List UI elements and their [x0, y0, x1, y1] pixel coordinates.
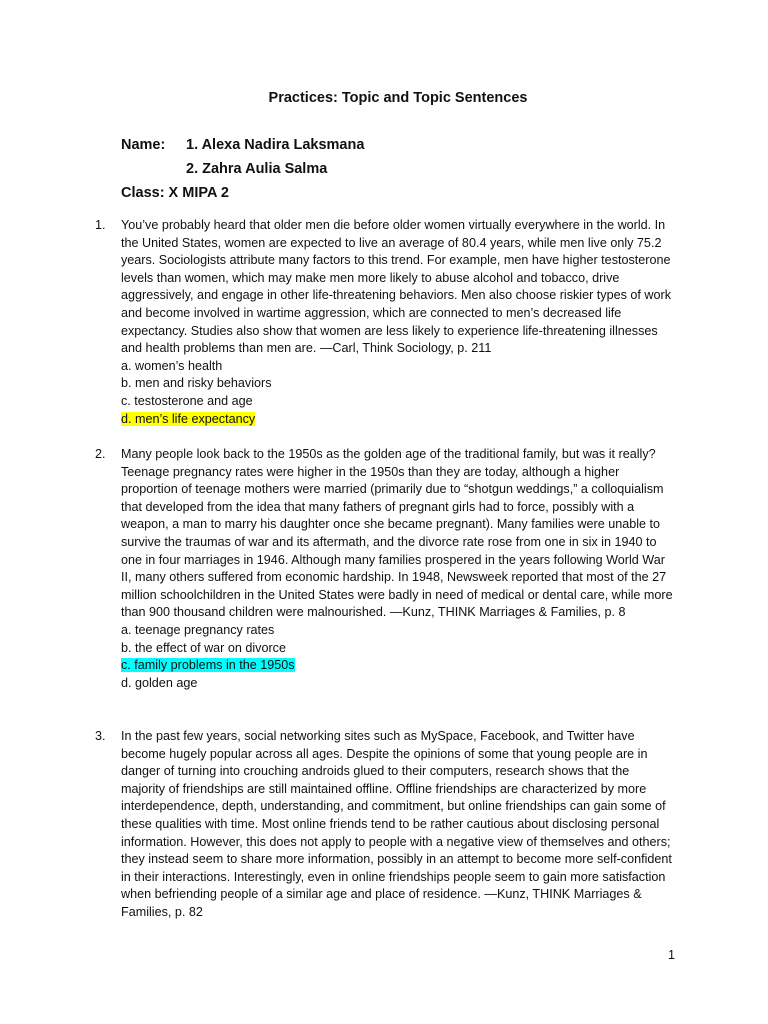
highlighted-answer: d. men’s life expectancy	[121, 411, 256, 426]
option-b: b. the effect of war on divorce	[121, 640, 286, 655]
student-name-2: 2. Zahra Aulia Salma	[186, 161, 328, 177]
question-1	[95, 217, 675, 428]
answer-options	[121, 358, 675, 428]
name-row-2	[121, 157, 364, 181]
answer-options	[121, 622, 675, 692]
question-passage: You’ve probably heard that older men die before older women virtually everywhere in the world. In the United States, women are expected to live an average of 80.4 years, while men live only 75.2 years. Sociologists attribute many factors to this trend. For example, men have higher testosterone levels than women, which may make men more likely to abuse alcohol and tobacco, drive aggressively, and engage in other life-threatening behaviors. Men also choose riskier types of work and become involved in wartime aggression, which are connected to men’s decreased life expectancy. Studies also show that women are less likely to experience life-threatening illnesses and health problems than men are. —Carl, Think Sociology, p. 211	[121, 218, 671, 356]
option-a: a. teenage pregnancy rates	[121, 622, 275, 637]
student-header	[121, 133, 364, 205]
question-3	[95, 728, 675, 922]
question-passage: In the past few years, social networking sites such as MySpace, Facebook, and Twitter have become hugely popular across all ages. Despite the opinions of some that young people are in danger of turning into crouching androids glued to their computers, research shows that the majority of friendships are still maintained offline. Offline friendships are characterized by more interdependence, depth, understanding, and commitment, but online friendships can gain some of these qualities with time. Most online friends tend to be rather cautious about disclosing personal information. However, this does not apply to people with a negative view of themselves and others; they instead seem to share more information, possibly in an attempt to become more self-confident in their interactions. Interestingly, even in online friendships people seem to gain more satisfaction when befriending people of a similar age and place of residence. —Kunz, THINK Marriages & Families, p. 82	[121, 729, 672, 919]
name-row-1	[121, 133, 364, 157]
question-2	[95, 446, 675, 692]
option-c	[121, 657, 675, 675]
class-row	[121, 181, 364, 205]
option-c: c. testosterone and age	[121, 393, 253, 408]
highlighted-answer: c. family problems in the 1950s	[121, 658, 295, 673]
name-label: Name:	[121, 137, 166, 153]
question-passage: Many people look back to the 1950s as the golden age of the traditional family, but was it really? Teenage pregnancy rates were higher in the 1950s than they are today, although a higher proportion of teenage mothers were married (primarily due to “shotgun weddings,” a colloquialism that developed from the idea that many fathers of pregnant girls had to force, possibly with a weapon, a man to marry his daughter once she became pregnant). Many families were unable to survive the traumas of war and its aftermath, and the divorce rate rose from one in six in 1940 to one in four marriages in 1946. Although many families prospered in the years following World War II, many others suffered from economic hardship. In 1948, Newsweek reported that most of the 27 million schoolchildren in the United States were badly in need of medical or dental care, while more than 900 thousand children were malnourished. —Kunz, THINK Marriages & Families, p. 8	[121, 447, 673, 620]
class-label: Class: X MIPA 2	[121, 185, 229, 201]
option-d	[121, 411, 675, 429]
student-name-1: 1. Alexa Nadira Laksmana	[186, 137, 365, 153]
question-number: 2.	[95, 447, 106, 461]
page-number: 1	[668, 948, 676, 962]
question-number: 1.	[95, 218, 106, 232]
option-a: a. women’s health	[121, 358, 223, 373]
option-b: b. men and risky behaviors	[121, 376, 272, 391]
option-d: d. golden age	[121, 675, 198, 690]
question-number: 3.	[95, 729, 106, 743]
page-title: Practices: Topic and Topic Sentences	[268, 90, 528, 106]
